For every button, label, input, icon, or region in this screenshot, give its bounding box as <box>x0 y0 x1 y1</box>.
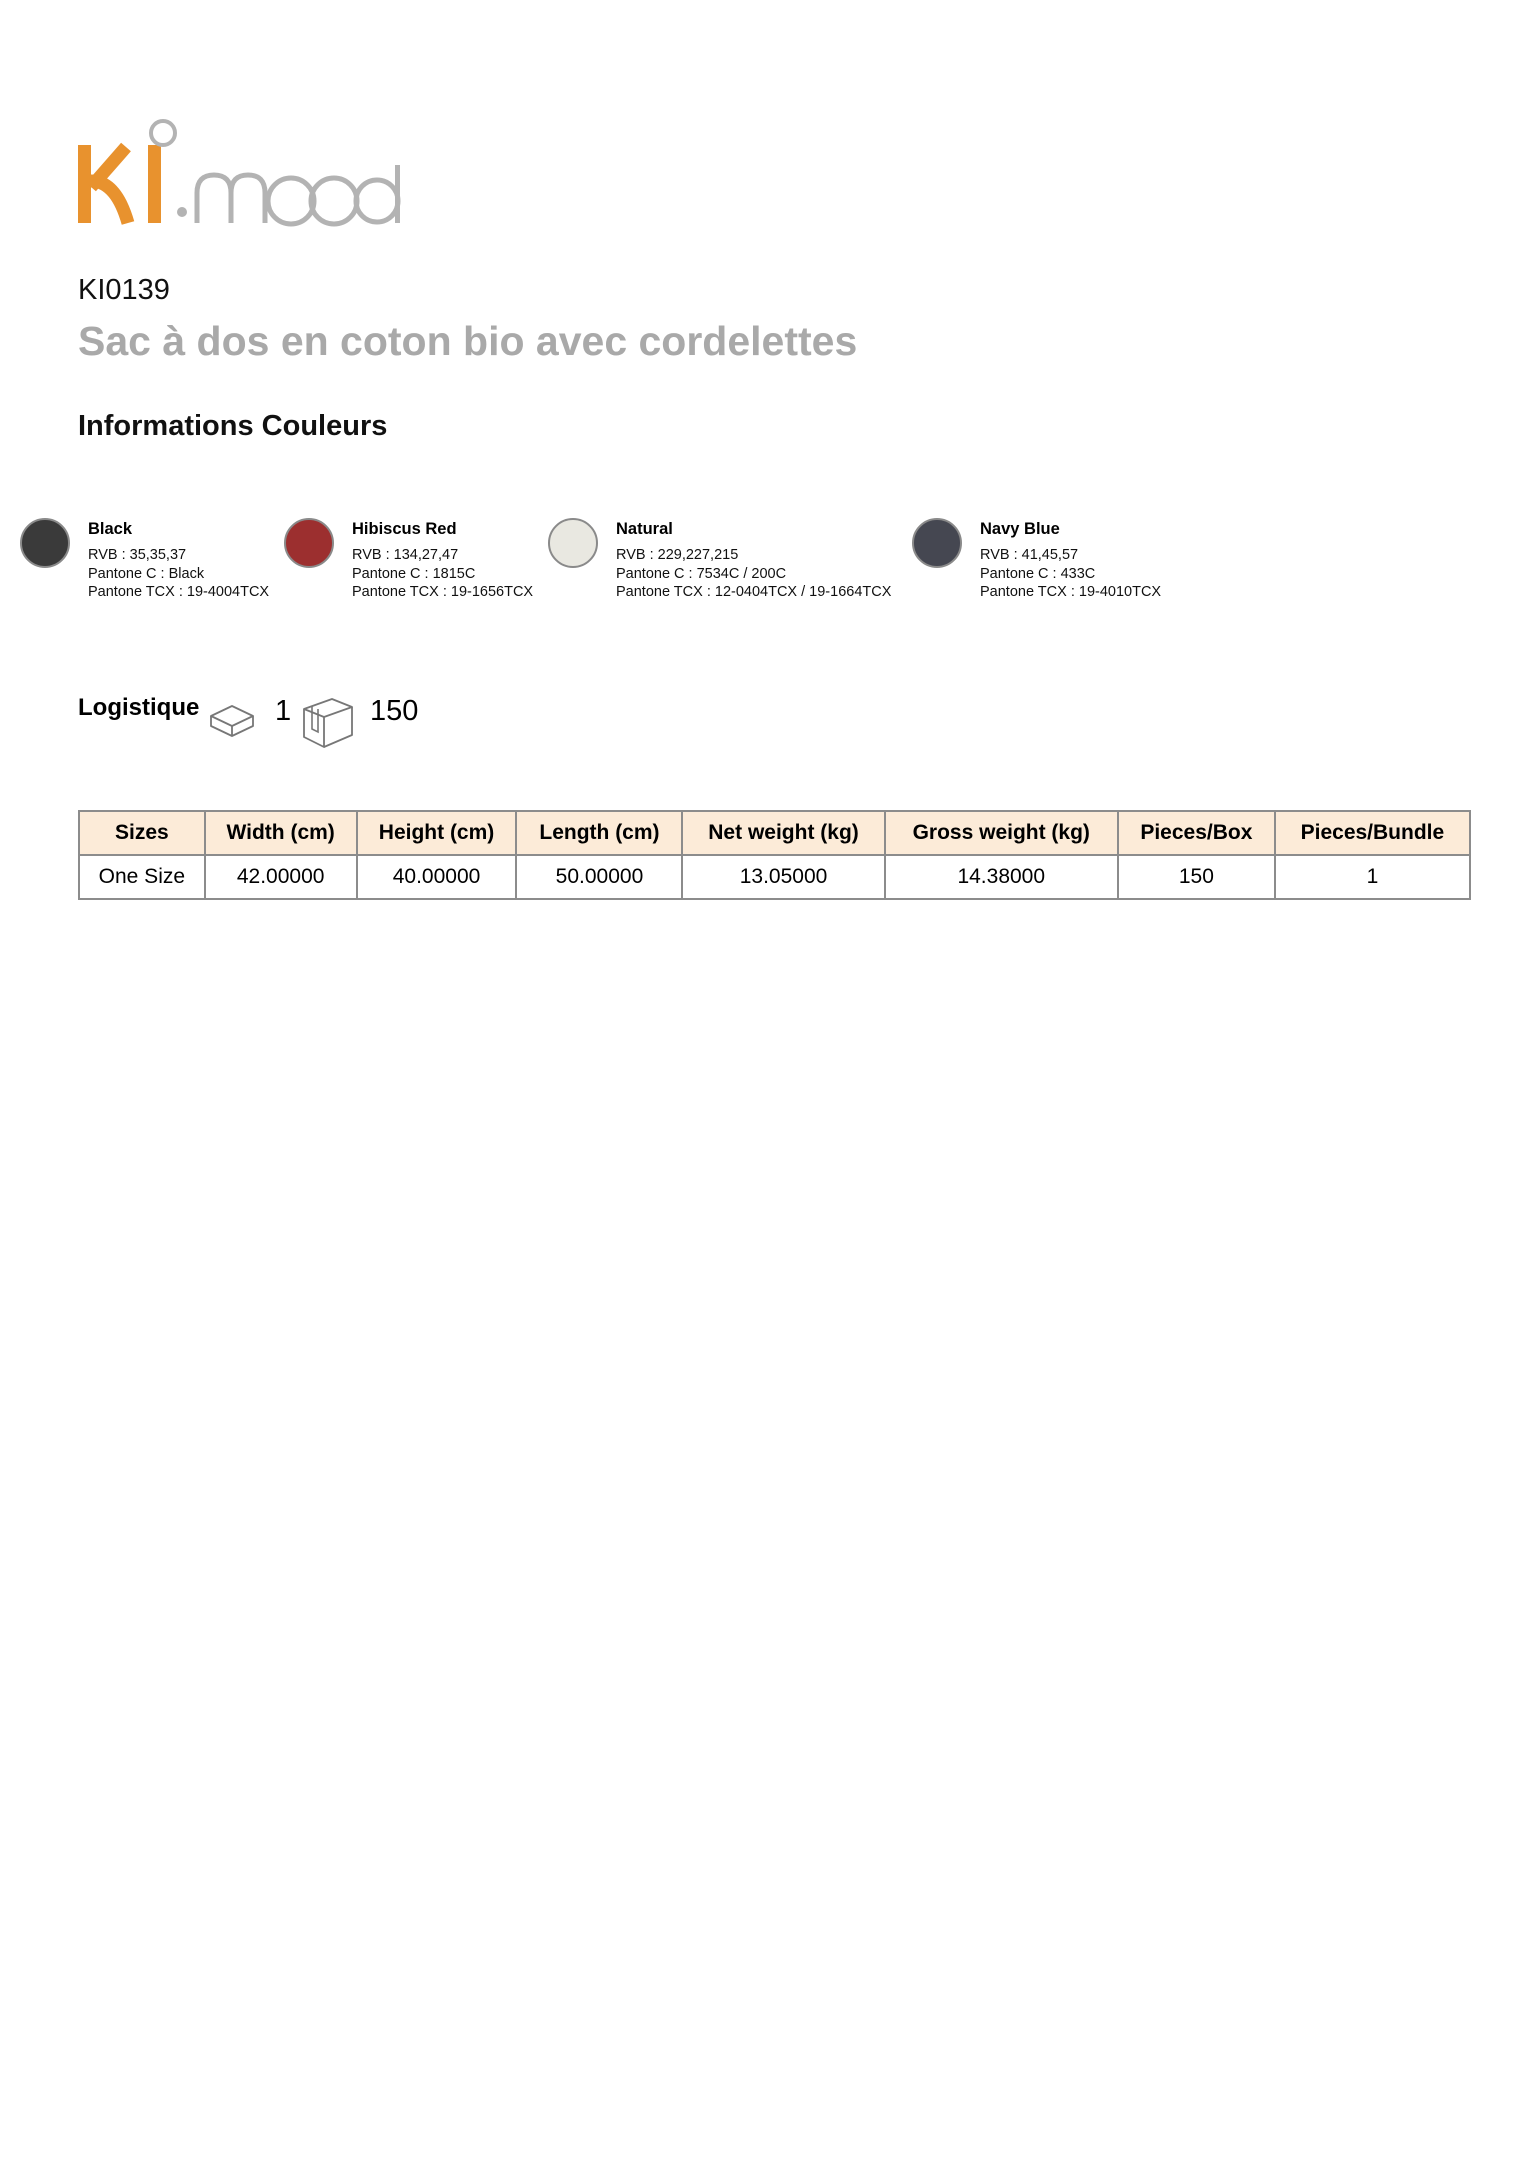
color-swatch <box>912 518 962 568</box>
logistics-table <box>78 810 1471 900</box>
color-pantone-tcx: Pantone TCX : 12-0404TCX / 19-1664TCX <box>616 584 892 600</box>
color-pantone-c: Pantone C : 433C <box>980 565 1096 582</box>
color-rvb: RVB : 35,35,37 <box>88 547 187 563</box>
colors-heading: Informations Couleurs <box>78 410 388 442</box>
color-swatch <box>20 518 70 568</box>
box-icon <box>300 695 356 751</box>
table-header: Sizes <box>79 811 205 855</box>
color-pantone-c: Pantone C : Black <box>88 565 205 582</box>
color-name: Natural <box>616 520 673 538</box>
table-header: Pieces/Box <box>1118 811 1275 855</box>
color-rvb: RVB : 229,227,215 <box>616 547 739 563</box>
table-cell: One Size <box>79 855 205 899</box>
table-cell: 14.38000 <box>885 855 1118 899</box>
table-header: Net weight (kg) <box>682 811 884 855</box>
table-header: Gross weight (kg) <box>885 811 1118 855</box>
color-pantone-c: Pantone C : 7534C / 200C <box>616 565 787 582</box>
color-pantone-tcx: Pantone TCX : 19-1656TCX <box>352 584 534 600</box>
table-header: Pieces/Bundle <box>1275 811 1470 855</box>
table-header: Length (cm) <box>516 811 682 855</box>
table-header-row <box>79 811 1470 855</box>
table-cell: 42.00000 <box>205 855 357 899</box>
table-header: Height (cm) <box>357 811 517 855</box>
color-swatch <box>548 518 598 568</box>
product-reference: KI0139 <box>78 274 170 306</box>
color-name: Hibiscus Red <box>352 520 457 538</box>
color-pantone-tcx: Pantone TCX : 19-4004TCX <box>88 584 270 600</box>
color-rvb: RVB : 41,45,57 <box>980 547 1079 563</box>
table-cell: 1 <box>1275 855 1470 899</box>
table-cell: 40.00000 <box>357 855 517 899</box>
table-header: Width (cm) <box>205 811 357 855</box>
table-cell: 13.05000 <box>682 855 884 899</box>
color-name: Navy Blue <box>980 520 1060 538</box>
product-title: Sac à dos en coton bio avec cordelettes <box>78 318 858 364</box>
kimood-logo <box>76 115 406 240</box>
color-pantone-tcx: Pantone TCX : 19-4010TCX <box>980 584 1162 600</box>
color-name: Black <box>88 520 133 538</box>
box-quantity: 150 <box>370 695 419 727</box>
color-pantone-c: Pantone C : 1815C <box>352 565 476 582</box>
bundle-icon <box>208 702 256 742</box>
table-cell: 150 <box>1118 855 1275 899</box>
table-cell: 50.00000 <box>516 855 682 899</box>
color-rvb: RVB : 134,27,47 <box>352 547 459 563</box>
table-row <box>79 855 1470 899</box>
logistics-label: Logistique <box>78 694 200 721</box>
bundle-quantity: 1 <box>275 695 292 727</box>
color-swatch <box>284 518 334 568</box>
